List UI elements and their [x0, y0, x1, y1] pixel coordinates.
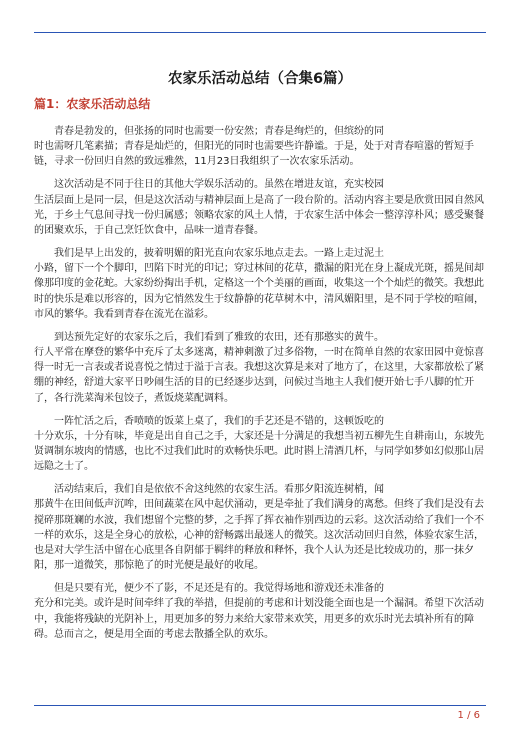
paragraph — [34, 581, 486, 642]
paragraph-text: 这次活动是不同于往日的其他大学娱乐活动的。虽然在增进友谊，充实校园 生活层面上是同一层，但是这次活动与精神层面上是高了一段台阶的。活动内容主要是欣赏田园自然风光，于乡土气息间寻找一份归属感；领略农家的风土人情，于农家生活中体会一整淳淳朴风；感受聚餐的团聚欢乐，于自己烹饪饮食中，品味一道青春餐。 — [34, 179, 484, 237]
page-indicator: 1 / 6 — [457, 710, 480, 721]
paragraph — [34, 124, 486, 170]
paragraph — [34, 177, 486, 238]
paragraph-text: 我们是早上出发的，披着明媚的阳光直向农家乐地点走去。一路上走过泥土 小路，留下一个个脚印，凹陷下时光的印记；穿过林间的花草，撒漏的阳光在身上凝成光斑，摇晃间却像那印度的金花蛇。大家纷纷掏出手机，定格这一个个美丽的画面，收集这一个个灿烂的微笑。我想此时的快乐是难以形容的，因为它悄然发生于纹静静的花草树木中，清风媚阳里，是不同于学校的喧闹，市风的繁华。我看到青春在流光在溢彩。 — [34, 248, 484, 320]
footer-rule — [34, 705, 486, 706]
paragraph — [34, 330, 486, 406]
paragraph-text: 但是只要有光，便少不了影，不足还是有的。我觉得场地和游戏还未准备的 充分和完美。或许是时间牵绊了我的举措，但提前的考虑和计划没能全面也是一个漏洞。希望下次活动中，我能将残缺的光阴补上，用更加多的努力来给大家带来欢笑，用更多的欢乐时光去填补所有的障碍。总而言之，便是用全面的考虑去散播全队的欢乐。 — [34, 583, 484, 640]
section-heading: 篇1：农家乐活动总结 — [34, 97, 151, 111]
document-body — [34, 124, 486, 650]
paragraph-text: 活动结束后，我们自是依依不舍这纯然的农家生活。看那夕阳流连树梢，闻 那黄牛在田间低声沉哞，田间蔬菜在风中起伏涌动，更是牵扯了我们满身的离愁。但终了我们是没有去搅碎那斑斓的水波，我们想留个完整的梦，之手挥了挥衣袖作别西边的云彩。这次活动给了我们一个不一样的欢乐，这是全身心的放松，心神的舒畅露出最迷人的微笑。这次活动回归自然，体验农家生活，也是对大学生活中留在心底里各自阴郁于羁绊的释放和释怀，我个人认为还是比较成功的，那一抹夕阳，那一道微笑，那惊艳了的时光便是最好的收尾。 — [34, 484, 484, 572]
document-title: 农家乐活动总结（合集6篇） — [167, 71, 353, 87]
paragraph — [34, 482, 486, 573]
paragraph — [34, 246, 486, 322]
header-rule — [34, 32, 486, 33]
paragraph-text: 青春是勃发的，但张扬的同时也需要一份安然；青春是绚烂的，但缤纷的同 时也需呀几笔素描；青春是灿烂的，但阳光的同时也需要些许静谧。于是，处于对青春喧嚣的暂短手链，寻求一份回归自然的致远雅然，11月23日我组织了一次农家乐活动。 — [34, 126, 474, 168]
paragraph-text: 到达预先定好的农家乐之后，我们看到了雅致的农田，还有那憨实的黄牛。 行人平常在摩登的繁华中充斥了太多迷离，精神刺激了过多俗物，一时在简单自然的农家田园中竟惊喜得一时无一言表或者说喜悦之情过于溢于言表。我想这次算是来对了地方了，在这里，大家都放松了紧绷的神经，舒道大家平日吵闹生活的目的已经逐步达到，问候过当地主人我们便开始七手八脚的忙开了，各行洗菜淘米包饺子，煮饭烧菜配调料。 — [34, 331, 484, 404]
paragraph-text: 一阵忙活之后，香喷喷的饭菜上桌了，我们的手艺还是不错的，这顿饭吃的 十分欢乐，十分有味，毕竟是出自自己之手，大家还是十分满足的我想当初五柳先生自耕南山，东坡先贤调制东坡肉的情感，也比不过我们此时的欢畅快乐吧。此时斟上清酒几杯，与同学如梦如幻似那山居远隐之士了。 — [34, 415, 484, 473]
paragraph — [34, 414, 486, 475]
